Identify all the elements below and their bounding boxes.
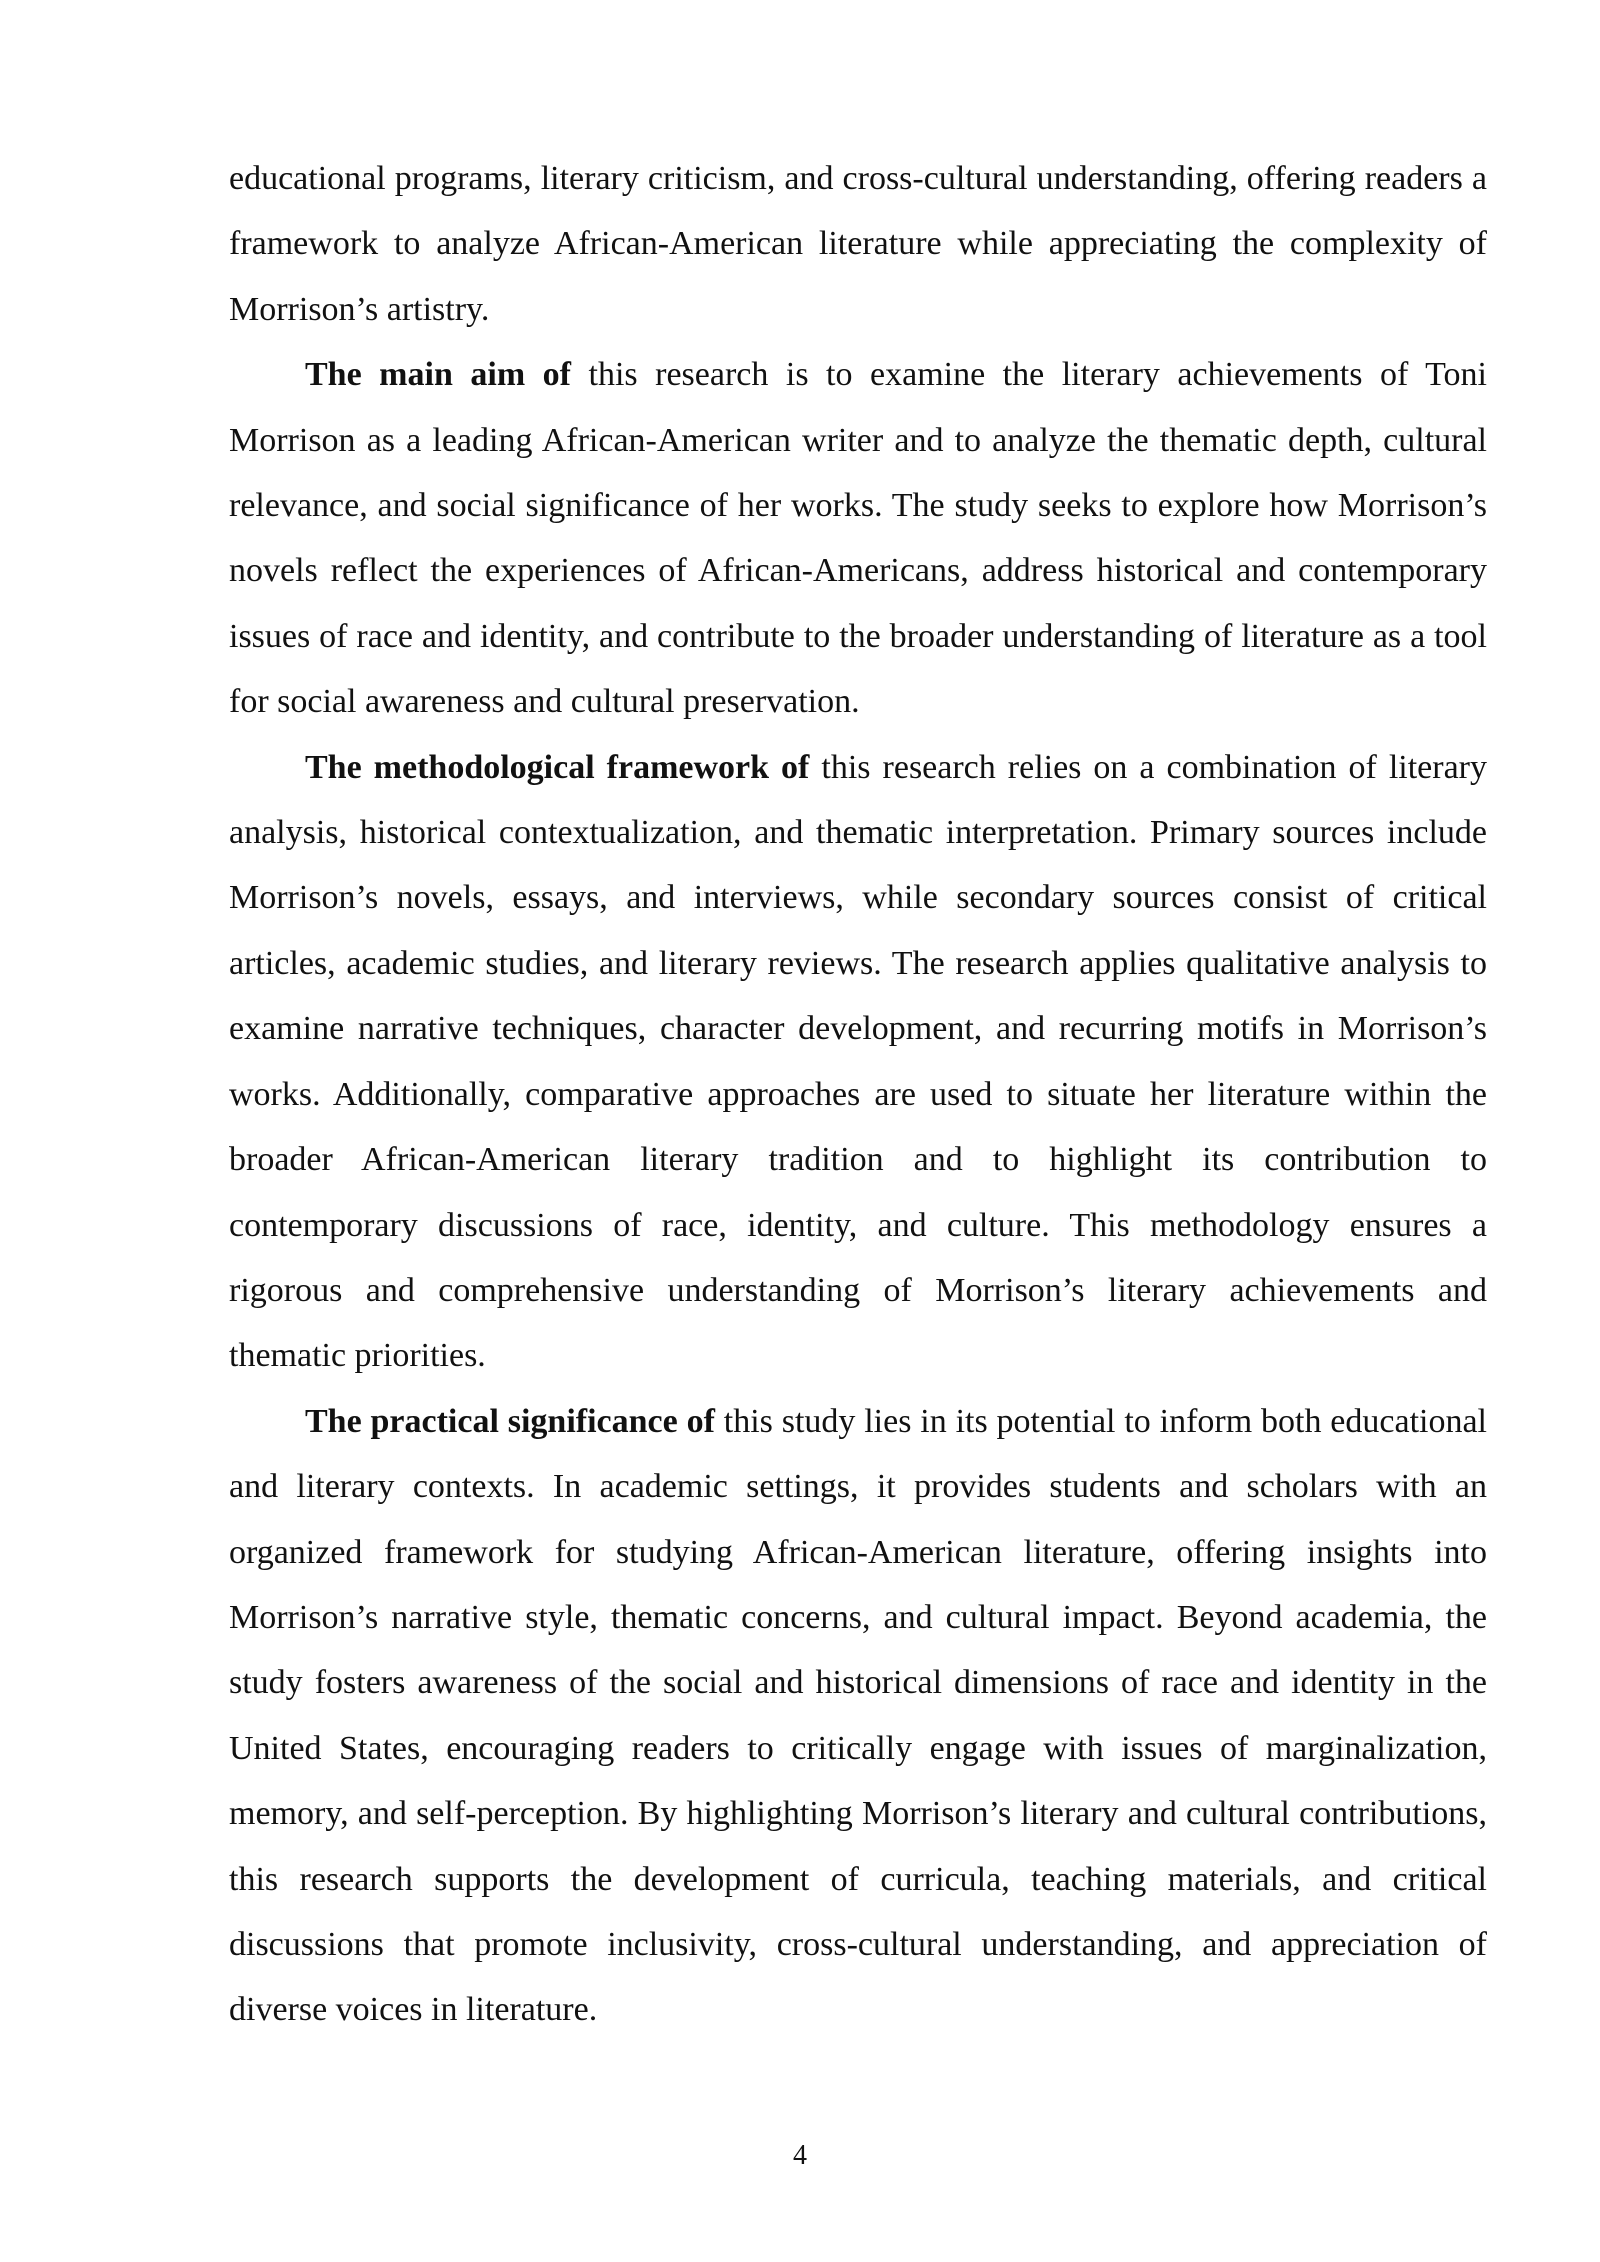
paragraph-main-aim	[229, 342, 1487, 734]
paragraph-lead-methodology: The methodological framework of	[305, 748, 810, 786]
paragraph-lead-main-aim: The main aim of	[305, 356, 571, 394]
paragraph-text: educational programs, literary criticism, and cross-cultural understanding, offering readers a framework to analyze African-American literature while appreciating the complexity of Morrison’s artistry.	[229, 160, 1487, 328]
paragraph-text: this research relies on a combination of literary analysis, historical contextualization, and thematic interpretation. Primary sources include Morrison’s novels, essays, and interviews, while secondary sources consist of critical articles, academic studies, and literary reviews. The research applies qualitative analysis to examine narrative techniques, character development, and recurring motifs in Morrison’s works. Additionally, comparative approaches are used to situate her literature within the broader African-American literary tradition and to highlight its contribution to contemporary discussions of race, identity, and culture. This methodology ensures a rigorous and comprehensive understanding of Morrison’s literary achievements and thematic priorities.	[229, 748, 1487, 1375]
paragraph-text: this research is to examine the literary achievements of Toni Morrison as a leading African-American writer and to analyze the thematic depth, cultural relevance, and social significance of her works. The study seeks to explore how Morrison’s novels reflect the experiences of African-Americans, address historical and contemporary issues of race and identity, and contribute to the broader understanding of literature as a tool for social awareness and cultural preservation.	[229, 356, 1487, 721]
paragraph-lead-practical-significance: The practical significance of	[305, 1402, 715, 1440]
page-number: 4	[793, 2140, 807, 2171]
paragraph-continuation	[229, 146, 1487, 342]
paragraph-methodology	[229, 735, 1487, 1389]
paragraph-practical-significance	[229, 1389, 1487, 2043]
document-body	[229, 146, 1487, 2043]
paragraph-text: this study lies in its potential to inform both educational and literary contexts. In academic settings, it provides students and scholars with an organized framework for studying African-American literature, offering insights into Morrison’s narrative style, thematic concerns, and cultural impact. Beyond academia, the study fosters awareness of the social and historical dimensions of race and identity in the United States, encouraging readers to critically engage with issues of marginalization, memory, and self-perception. By highlighting Morrison’s literary and cultural contributions, this research supports the development of curricula, teaching materials, and critical discussions that promote inclusivity, cross-cultural understanding, and appreciation of diverse voices in literature.	[229, 1402, 1487, 2029]
